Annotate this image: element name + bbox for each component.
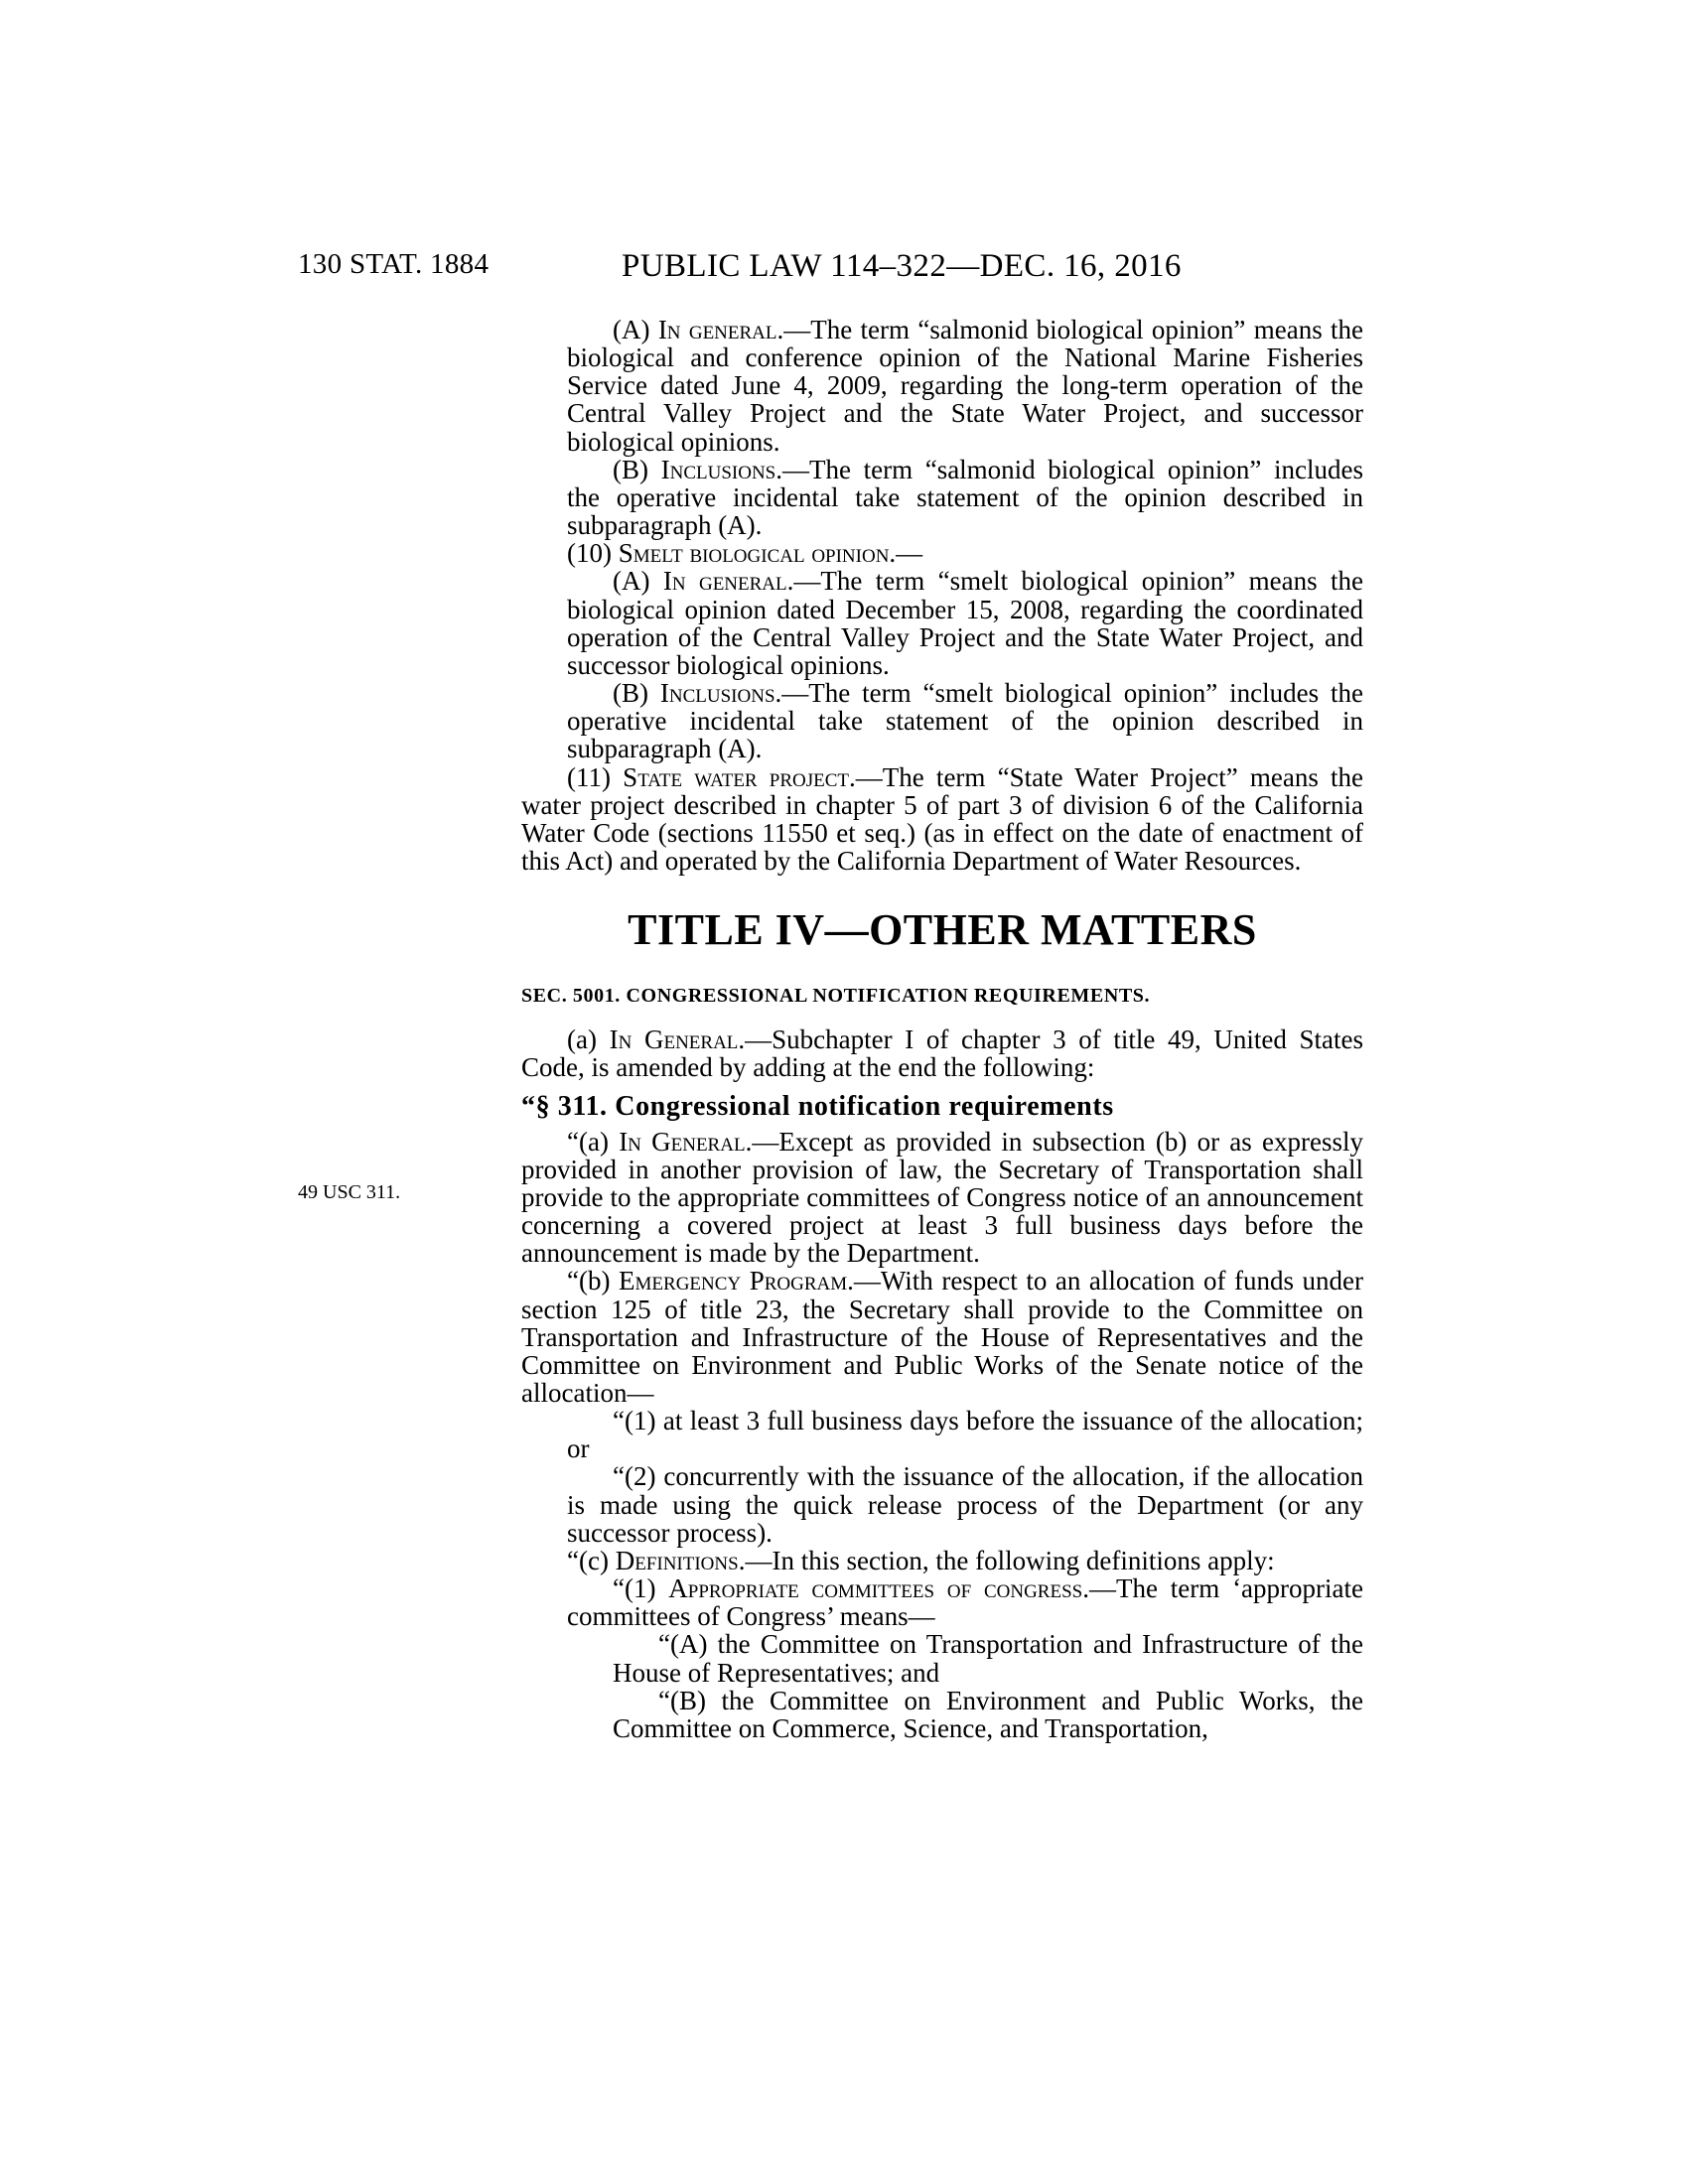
quoted-paragraph-b2: “(2) concurrently with the issuance of the allocation, if the allocation is made using the quick release process of the Department (or any successor process). xyxy=(567,1461,1363,1548)
quoted-subparagraph-c1a: “(A) the Committee on Transportation and Infrastructure of the House of Representatives; and xyxy=(613,1629,1363,1688)
section-heading: SEC. 5001. CONGRESSIONAL NOTIFICATION REQUIREMENTS. xyxy=(521,985,1151,1008)
quoted-subsection-c: “(c) Definitions.—In this section, the following definitions apply: xyxy=(567,1545,1275,1575)
page-stat-number: 130 STAT. 1884 xyxy=(298,248,490,280)
quoted-paragraph-b1: “(1) at least 3 full business days before the issuance of the allocation; or xyxy=(567,1406,1363,1464)
margin-citation: 49 USC 311. xyxy=(298,1181,401,1203)
quoted-paragraph-c1: “(1) Appropriate committees of congress.—The term ‘appropriate committees of Congress’ means— xyxy=(567,1573,1363,1632)
quoted-subsection-a: “(a) In General.—Except as provided in subsection (b) or as expressly provided in another provision of law, the Secretary of Transportation shall provide to the appropriate committees of Congress notice of an announcement concerning a covered project at least 3 full business days before the announcement is made by the Department. xyxy=(521,1126,1363,1269)
quoted-subsection-b: “(b) Emergency Program.—With respect to an allocation of funds under section 125 of title 23, the Secretary shall provide to the Committee on Transportation and Infrastructure of the House of Representatives and the Committee on Environment and Public Works of the Senate notice of the allocation— xyxy=(521,1266,1364,1408)
paragraph-9b: (B) Inclusions.—The term “salmonid biological opinion” includes the operative incidental take statement of the opinion described in subparagraph (A). xyxy=(567,454,1363,541)
paragraph-9a: (A) In general.—The term “salmonid biological opinion” means the biological and conference opinion of the National Marine Fisheries Service dated June 4, 2009, regarding the long-term operation of the Central Valley Project and the State Water Project, and successor biological opinions. xyxy=(567,315,1364,457)
document-body xyxy=(521,316,1363,1742)
title-heading: TITLE IV—OTHER MATTERS xyxy=(628,905,1257,955)
paragraph-10: (10) Smelt biological opinion.— xyxy=(567,538,923,569)
paragraph-10a: (A) In general.—The term “smelt biological opinion” means the biological opinion dated December 15, 2008, regarding the coordinated operation of the Central Valley Project and the State Water Project, and successor biological opinions. xyxy=(567,566,1364,680)
quoted-subparagraph-c1b: “(B) the Committee on Environment and Public Works, the Committee on Commerce, Science, and Transportation, xyxy=(613,1685,1363,1743)
paragraph-10b: (B) Inclusions.—The term “smelt biological opinion” includes the operative incidental take statement of the opinion described in subparagraph (A). xyxy=(567,678,1363,764)
section-311-heading: “§ 311. Congressional notification requirements xyxy=(521,1091,1114,1123)
paragraph-11: (11) State water project.—The term “State Water Project” means the water project described in chapter 5 of part 3 of division 6 of the California Water Code (sections 11550 et seq.) (as in effect on the date of enactment of this Act) and operated by the California Department of Water Resources. xyxy=(521,761,1363,876)
running-header: PUBLIC LAW 114–322—DEC. 16, 2016 xyxy=(622,248,1182,284)
subsection-a: (a) In General.—Subchapter I of chapter 3 of title 49, United States Code, is amended by adding at the end the following: xyxy=(521,1024,1363,1083)
